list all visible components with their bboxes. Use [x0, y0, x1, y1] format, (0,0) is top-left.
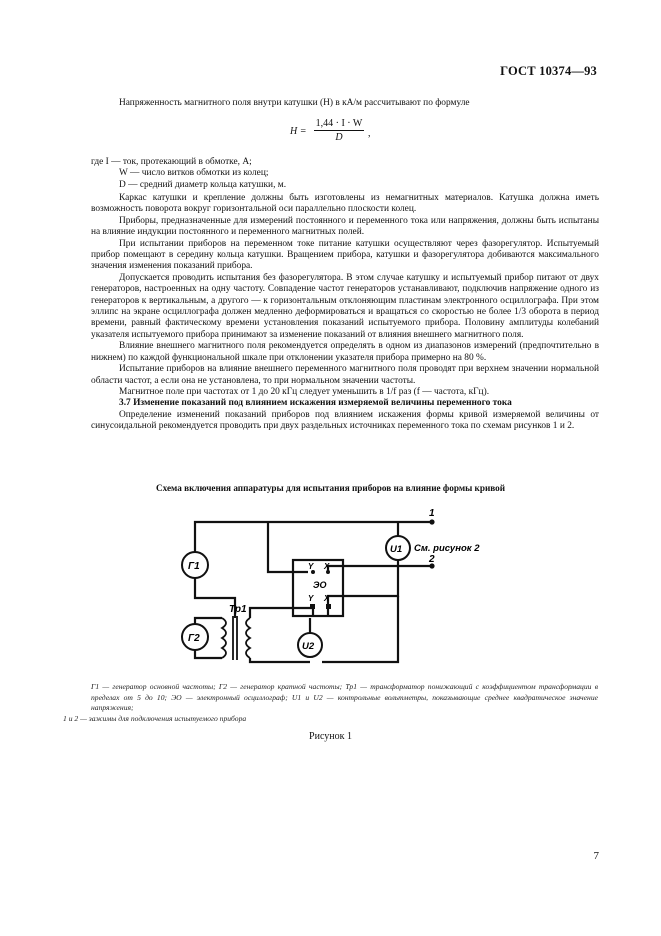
intro-paragraph — [91, 98, 599, 109]
wire-secondary-bottom — [250, 658, 310, 662]
figure-title: Схема включения аппаратуры для испытания приборов на влияние формы кривой — [155, 483, 506, 493]
label-tr1: Тр1 — [229, 604, 247, 615]
terminal-1 — [429, 519, 434, 524]
paragraph-field-test: Приборы, предназначенные для измерений постоянного и переменного тока или напряжения, должны быть испытаны на влияние индукции постоянного и переменного магнитных полей. — [91, 215, 599, 238]
label-g2: Г2 — [188, 633, 200, 644]
paragraph-field-reduction: Магнитное поле при частотах от 1 до 20 кГц следует уменьшить в 1/f раз (f — частота, кГц). — [119, 386, 490, 397]
label-see-figure: См. рисунок 2 — [414, 543, 480, 554]
page-number: 7 — [593, 850, 599, 862]
paragraph-two-generators: Допускается проводить испытания без фазорегулятора. В этом случае катушку и испытуемый прибор питают от двух генераторов, настроенных на одну частоту. Совпадение частот генераторов устанавливают, подключив напряжение одного из генераторов к вертикальным, а другого — к горизонтальным отклоняющим пластинам электронного осциллографа. При этом эллипс на экране осциллографа должен медленно деформироваться и вращаться со скоростью не более 1/3 оборота в период времени, равный фактическому времени установления показаний испытуемого прибора. Половину амплитуды колебаний указателя испытуемого прибора принимают за изменение показаний от влияния внешнего магнитного поля. — [91, 272, 599, 340]
definition-diameter: D — средний диаметр кольца катушки, м. — [119, 179, 287, 190]
formula-definitions — [91, 157, 599, 191]
standard-header: ГОСТ 10374—93 — [500, 64, 597, 78]
paragraph-coil-frame: Каркас катушки и крепление должны быть изготовлены из немагнитных материалов. Катушка должна иметь возможность поворота вокруг горизонтальной оси параллельно плоскости колец. — [91, 193, 599, 215]
transformer-secondary-coil — [246, 618, 250, 658]
section-3-7-text: Определение изменений показаний приборов под влиянием искажения формы кривой измеряемой величины от синусоидальной рекомендуется проводить при двух раздельных источниках переменного тока по схемам рисунков 1 и 2. — [91, 409, 599, 432]
body-text — [91, 193, 599, 433]
label-g1: Г1 — [188, 561, 200, 572]
paragraph-frequency: Испытание приборов на влияние внешнего переменного магнитного поля проводят при верхнем значении нормальной области частот, а если она не установлена, то при нормальном значении частоты. — [91, 364, 599, 386]
formula-trailing: , — [368, 128, 371, 139]
caption-line-1: Г1 — генератор основной частоты; Г2 — генератор кратной частоты; Тр1 — трансформатор понижающий с коэффициентом трансформации в пределах от 5 до 10; ЭО — электронный осциллограф; U1 и U2 — контрольные вольтметры, показывающие среднее квадратическое значение напряжения; — [91, 682, 598, 713]
paragraph-measurement-range: Влияние внешнего магнитного поля рекомендуется определять в одном из диапазонов измерений (предпочтительно в нижнем) по каждой функциональной шкале при отклонении указателя прибора примерно на 80 %. — [91, 341, 599, 363]
intro-text: Напряженность магнитного поля внутри катушки (H) в кА/м рассчитывают по формуле — [119, 98, 470, 108]
label-u2: U2 — [302, 641, 315, 652]
formula-denominator: D — [335, 132, 343, 143]
circuit-diagram — [0, 500, 661, 680]
label-x-top: X — [324, 562, 330, 571]
label-y-bottom: Y — [308, 594, 314, 603]
wire-g2-top — [195, 618, 222, 624]
figure-caption — [63, 682, 598, 724]
label-x-bottom: X — [324, 594, 330, 603]
label-u1: U1 — [390, 544, 403, 555]
transformer-tr1 — [222, 616, 250, 660]
wire-eo-x-to-bus — [328, 566, 398, 616]
label-terminal-1: 1 — [429, 508, 435, 519]
caption-line-2: 1 и 2 — зажимы для подключения испытуемого прибора — [63, 713, 247, 723]
eo-port-x-bottom — [326, 604, 331, 609]
label-eo: ЭО — [313, 580, 327, 590]
formula-numerator: 1,44 · I · W — [315, 118, 363, 129]
paragraph-phase-regulator: При испытании приборов на переменном токе питание катушки осуществляют через фазорегулятор. Испытуемый прибор помещают в середину кольца катушки. Вращением прибора, катушки и фазорегулятора добиваются максимального значения изменения показаний прибора. — [91, 238, 599, 272]
definition-turns: W — число витков обмотки из колец; — [119, 168, 269, 179]
transformer-primary-coil — [222, 618, 226, 658]
wire-g2-bottom — [195, 650, 222, 658]
wire-bus-to-eo-y — [268, 522, 308, 572]
label-y-top: Y — [308, 562, 314, 571]
eo-port-y-bottom — [310, 604, 315, 609]
wire-return — [322, 596, 398, 662]
section-3-7-title: 3.7 Изменение показаний под влиянием искажения измеряемой величины переменного тока — [119, 398, 512, 409]
formula-lhs: H = — [290, 126, 307, 137]
figure-label: Рисунок 1 — [309, 731, 352, 742]
definition-current: где I — ток, протекающий в обмотке, А; — [91, 157, 252, 167]
label-terminal-2: 2 — [429, 554, 435, 565]
formula-fraction — [314, 118, 364, 143]
